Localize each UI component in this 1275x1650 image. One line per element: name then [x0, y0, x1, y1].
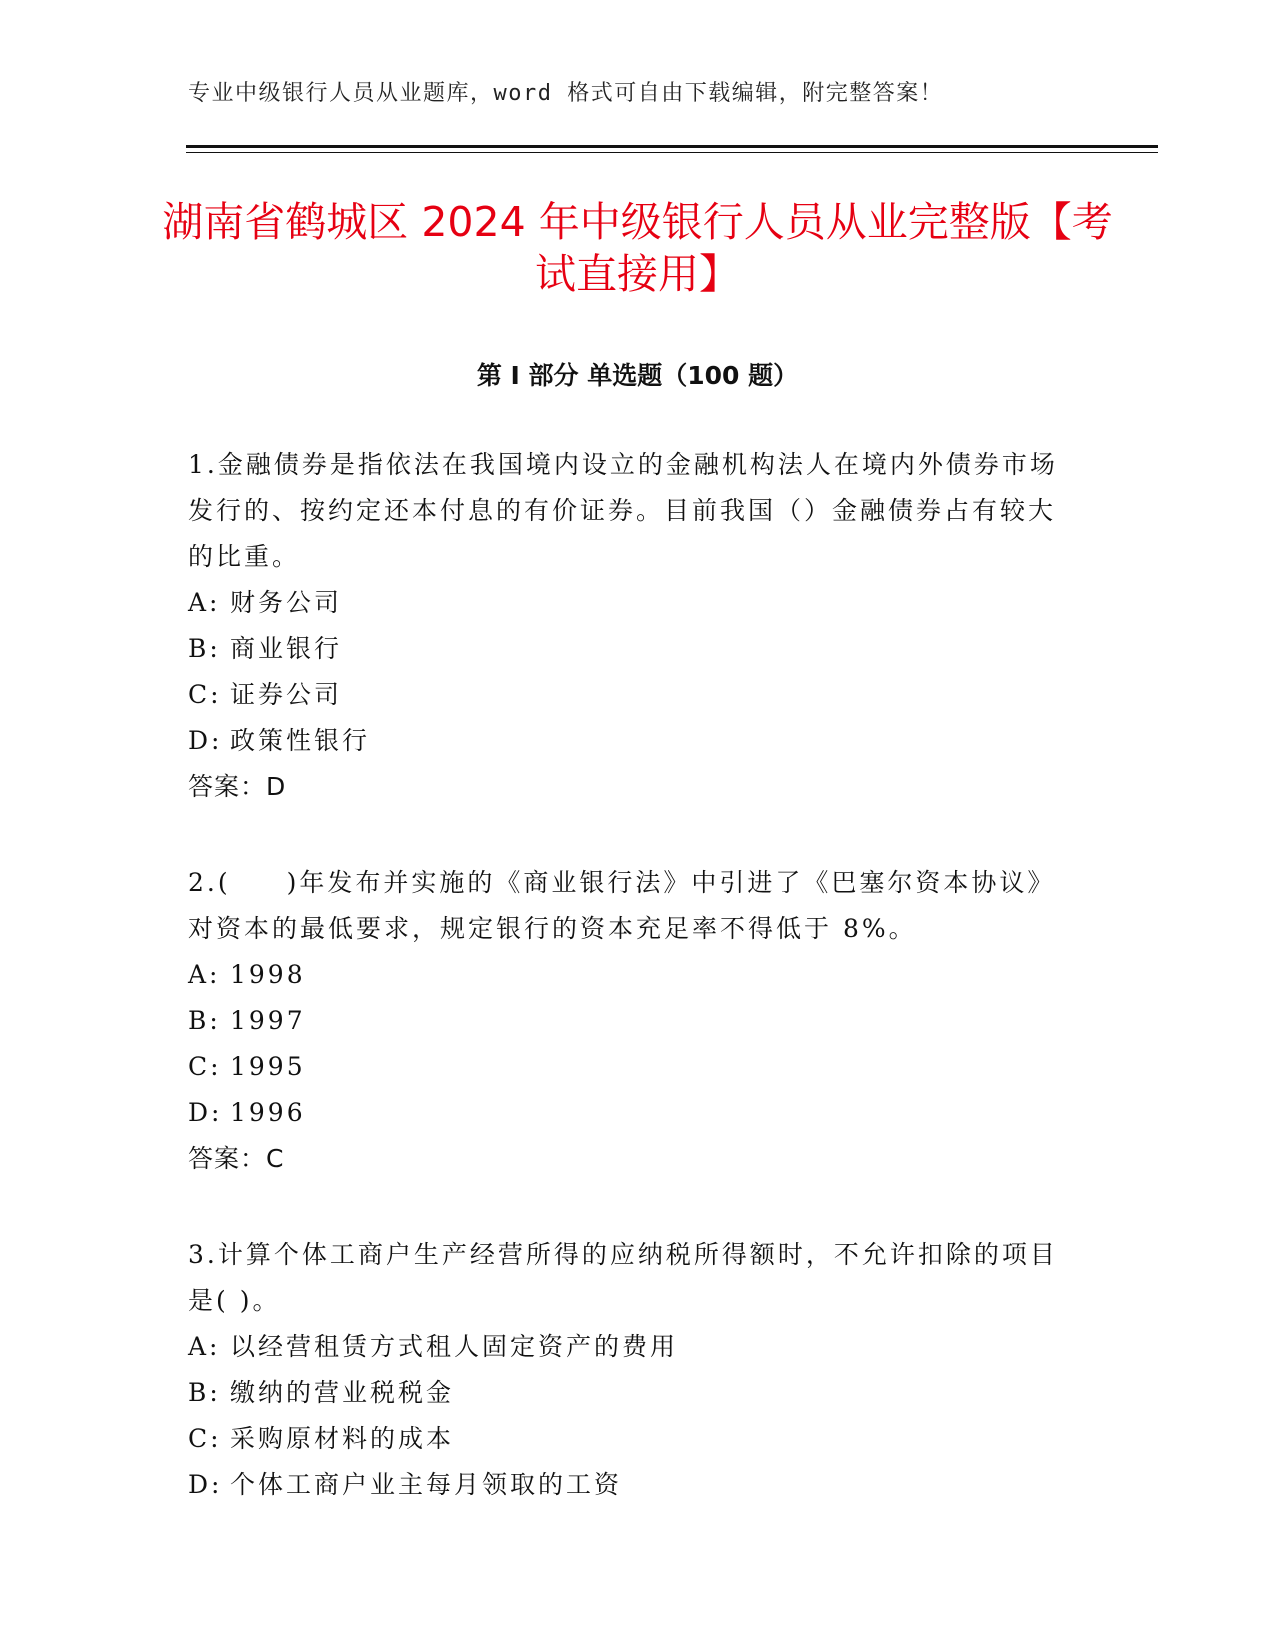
option-b [188, 998, 1068, 1044]
option-key: B: [188, 1006, 221, 1035]
option-key: C: [188, 1424, 222, 1453]
option-a [188, 580, 1068, 626]
option-d [188, 1090, 1068, 1136]
option-d [188, 1462, 1068, 1508]
option-text: 1997 [230, 1006, 306, 1035]
option-text: 商业银行 [230, 634, 343, 663]
header-rule-thick [186, 145, 1158, 148]
option-text: 以经营租赁方式租人固定资产的费用 [230, 1332, 679, 1361]
option-c [188, 1416, 1068, 1462]
option-c [188, 1044, 1068, 1090]
question-3 [188, 1232, 1068, 1508]
option-text: 1996 [230, 1098, 306, 1127]
question-stem: 2.( )年发布并实施的《商业银行法》中引进了《巴塞尔资本协议》对资本的最低要求，规定银行的资本充足率不得低于 8%。 [188, 868, 1056, 943]
option-key: C: [188, 1052, 222, 1081]
option-d [188, 718, 1068, 764]
option-text: 个体工商户业主每月领取的工资 [230, 1470, 623, 1499]
question-stem: 3.计算个体工商户生产经营所得的应纳税所得额时，不允许扣除的项目是( )。 [188, 1240, 1058, 1315]
question-2 [188, 860, 1068, 1182]
document-title: 湖南省鹤城区 2024 年中级银行人员从业完整版【考试直接用】 [162, 198, 1113, 298]
option-key: D: [188, 1470, 223, 1499]
option-key: A: [188, 588, 221, 617]
option-text: 1998 [230, 960, 306, 989]
option-text: 财务公司 [230, 588, 343, 617]
option-key: B: [188, 634, 221, 663]
option-key: C: [188, 680, 222, 709]
option-text: 采购原材料的成本 [230, 1424, 455, 1453]
option-text: 缴纳的营业税税金 [230, 1378, 455, 1407]
option-text: 证券公司 [230, 680, 343, 709]
option-key: A: [188, 960, 221, 989]
option-key: B: [188, 1378, 221, 1407]
option-a [188, 952, 1068, 998]
option-key: D: [188, 726, 223, 755]
option-a [188, 1324, 1068, 1370]
question-stem: 1.金融债券是指依法在我国境内设立的金融机构法人在境内外债券市场发行的、按约定还本付息的有价证券。目前我国（）金融债券占有较大的比重。 [188, 450, 1058, 571]
option-text: 政策性银行 [230, 726, 371, 755]
answer-line: 答案：D [188, 772, 287, 801]
option-b [188, 1370, 1068, 1416]
page-header: 专业中级银行人员从业题库，word 格式可自由下载编辑，附完整答案！ [188, 81, 944, 106]
option-key: D: [188, 1098, 223, 1127]
section-heading: 第 I 部分 单选题（100 题） [476, 361, 799, 390]
option-b [188, 626, 1068, 672]
answer-line: 答案：C [188, 1144, 285, 1173]
header-rule-thin [186, 152, 1158, 153]
question-1 [188, 442, 1068, 810]
question-list [188, 442, 1068, 1558]
option-c [188, 672, 1068, 718]
option-key: A: [188, 1332, 221, 1361]
option-text: 1995 [230, 1052, 306, 1081]
